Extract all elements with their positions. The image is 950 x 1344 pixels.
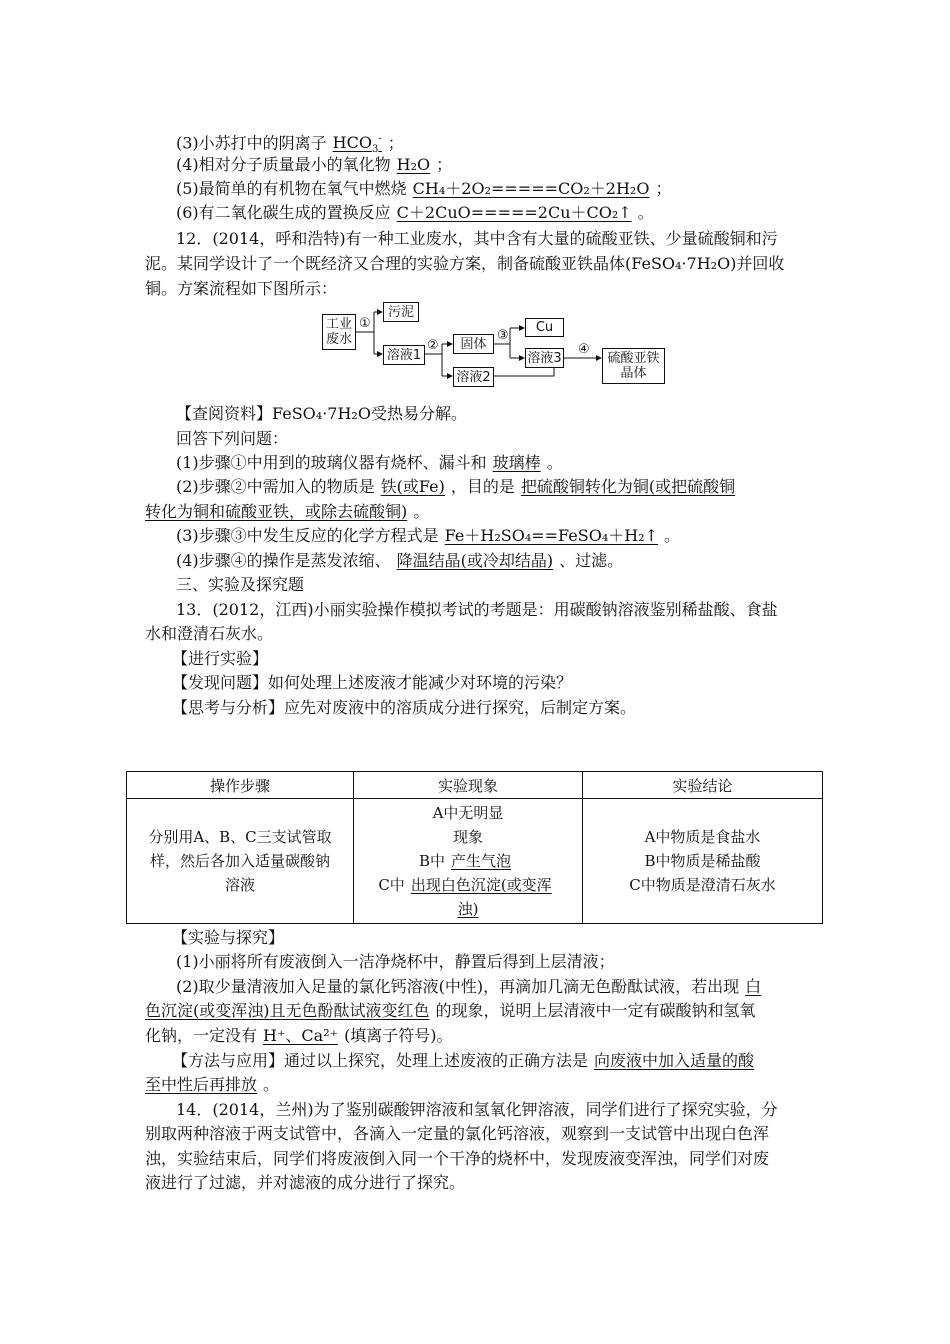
q11-l4-answer: H₂O: [396, 155, 431, 174]
flow-step-3: ③: [497, 328, 509, 343]
q13-explore-2: (2)取少量清液加入足量的氯化钙溶液(中性)，再滴加几滴无色酚酞试液，若出现 白: [176, 977, 767, 997]
q11-l6-answer: C＋2CuO=====2Cu＋CO₂↑: [396, 203, 632, 222]
q13-e2-answer-a: 白: [745, 977, 762, 996]
q14-line-4: 液进行了过滤，并对滤液的成分进行了探究。: [145, 1173, 466, 1192]
q12-p2-purpose-a: 把硫酸铜转化为铜(或把硫酸铜: [520, 477, 736, 496]
c-phenomenon-answer-b: 浊): [457, 900, 479, 918]
flow-box-solution1: 溶液1: [383, 345, 425, 365]
q14-line-3: 浊，实验结束后，同学们将废液倒入同一个干净的烧杯中，发现废液变浑浊，同学们对废: [145, 1149, 770, 1168]
q13-explore: 【实验与探究】: [172, 928, 285, 947]
q11-l3-prompt: (3)小苏打中的阴离子: [176, 133, 327, 153]
table-header-phenomenon: 实验现象: [354, 772, 583, 799]
q12-p2-purpose-b: 转化为铜和硫酸亚铁，或除去硫酸铜): [145, 502, 408, 521]
q12-intro-3: 铜。方案流程如下图所示：: [145, 279, 338, 298]
q13-method: 【方法与应用】通过以上探究，处理上述废液的正确方法是 向废液中加入适量的酸: [172, 1051, 760, 1071]
q12-p3-answer: Fe＋H₂SO₄==FeSO₄＋H₂↑: [444, 526, 659, 545]
flow-box-cu: Cu: [525, 318, 564, 337]
experiment-table: [126, 771, 823, 924]
table-cell-steps: 分别用A、B、C三支试管取 样，然后各加入适量碳酸钠 溶液: [127, 799, 354, 924]
flow-step-1: ①: [359, 316, 371, 331]
q13-problem: 【发现问题】如何处理上述废液才能减少对环境的污染？: [172, 673, 573, 692]
q13-e2-answer-b: 色沉淀(或变浑浊)且无色酚酞试液变红色: [145, 1001, 430, 1020]
flow-step-2: ②: [427, 338, 439, 353]
flow-step-4: ④: [578, 342, 590, 357]
q14-line-2: 别取两种溶液于两支试管中，各滴入一定量的氯化钙溶液，观察到一支试管中出现白色浑: [145, 1124, 770, 1143]
q12-p2-answer: 铁(或Fe): [380, 477, 445, 496]
flow-box-wastewater: 工业 废水: [322, 314, 356, 350]
table-cell-conclusion: A中物质是食盐水 B中物质是稀盐酸 C中物质是澄清石灰水: [583, 799, 823, 924]
table-cell-phenomenon: A中无明显 现象 B中 产生气泡 C中 出现白色沉淀(或变浑 浊): [354, 799, 583, 924]
q11-line-4: (4)相对分子质量最小的氧化物 H₂O ；: [176, 155, 453, 174]
q13-method-cont: 至中性后再排放 。: [145, 1075, 280, 1094]
q13-method-answer-b: 至中性后再排放: [145, 1075, 258, 1094]
q12-part-2: (2)步骤②中需加入的物质是 铁(或Fe) ，目的是 把硫酸铜转化为铜(或把硫酸铜: [176, 477, 741, 497]
q11-line-5: (5)最简单的有机物在氧气中燃烧 CH₄＋2O₂=====CO₂＋2H₂O ；: [176, 179, 672, 198]
section-3-heading: 三、实验及探究题: [176, 575, 305, 594]
q13-think: 【思考与分析】应先对废液中的溶质成分进行探究，后制定方案。: [172, 698, 637, 717]
q14-line-1: 14．(2014，兰州)为了鉴别碳酸钾溶液和氢氧化钾溶液，同学们进行了探究实验，分: [176, 1100, 778, 1119]
q12-part-2-cont: 转化为铜和硫酸亚铁，或除去硫酸铜) 。: [145, 502, 430, 521]
q13-intro-2: 水和澄清石灰水。: [145, 624, 274, 643]
q11-l5-answer: CH₄＋2O₂=====CO₂＋2H₂O: [412, 179, 650, 198]
q12-p1-answer: 玻璃棒: [492, 453, 541, 472]
q13-explore-1: (1)小丽将所有废液倒入一洁净烧杯中，静置后得到上层清液；: [176, 952, 615, 971]
table-header-row: [127, 772, 823, 799]
table-row: [127, 799, 823, 924]
q13-intro-1: 13．(2012，江西)小丽实验操作模拟考试的考题是：用碳酸钠溶液鉴别稀盐酸、食盐: [176, 600, 778, 619]
table-header-steps: 操作步骤: [127, 772, 354, 799]
q13-e2-ions-answer: H⁺、Ca²⁺: [263, 1026, 339, 1045]
b-phenomenon-answer: 产生气泡: [451, 852, 512, 870]
q12-part-4: (4)步骤④的操作是蒸发浓缩、 降温结晶(或冷却结晶) 、过滤。: [176, 551, 624, 570]
flow-box-solution3: 溶液3: [525, 348, 564, 368]
q12-intro-2: 泥。某同学设计了一个既经济又合理的实验方案，制备硫酸亚铁晶体(FeSO₄·7H₂O)并回收: [145, 254, 785, 273]
q12-info: 【查阅资料】FeSO₄·7H₂O受热易分解。: [176, 404, 467, 423]
q12-intro-1: 12．(2014，呼和浩特)有一种工业废水，其中含有大量的硫酸亚铁、少量硫酸铜和污: [176, 229, 778, 248]
q11-line-6: (6)有二氧化碳生成的置换反应 C＋2CuO=====2Cu＋CO₂↑ 。: [176, 203, 654, 222]
q12-p4-answer: 降温结晶(或冷却结晶): [396, 551, 554, 570]
process-flowchart: [322, 298, 667, 390]
q12-answer-prompt: 回答下列问题：: [176, 429, 289, 448]
c-phenomenon-answer-a: 出现白色沉淀(或变浑: [410, 876, 552, 894]
q11-line-3: (3)小苏打中的阴离子 $HCO_3^-$ ；: [176, 133, 404, 156]
flow-box-crystal: 硫酸亚铁 晶体: [602, 348, 665, 384]
q13-explore-2-cont2: 化钠，一定没有 H⁺、Ca²⁺ (填离子符号)。: [145, 1026, 453, 1045]
q11-l3-answer: $HCO_3^-$: [332, 133, 382, 156]
q13-explore-2-cont: 色沉淀(或变浑浊)且无色酚酞试液变红色 的现象，说明上层清液中一定有碳酸钠和氢氧: [145, 1001, 756, 1020]
flow-box-solid: 固体: [453, 334, 494, 354]
flow-box-solution2: 溶液2: [453, 367, 494, 387]
q13-do-experiment: 【进行实验】: [172, 649, 269, 668]
table-header-conclusion: 实验结论: [583, 772, 823, 799]
q12-part-3: (3)步骤③中发生反应的化学方程式是 Fe＋H₂SO₄==FeSO₄＋H₂↑ 。: [176, 526, 681, 545]
flow-box-sludge: 污泥: [383, 302, 419, 322]
q13-method-answer-a: 向废液中加入适量的酸: [594, 1051, 755, 1070]
q12-part-1: (1)步骤①中用到的玻璃仪器有烧杯、漏斗和 玻璃棒 。: [176, 453, 563, 472]
